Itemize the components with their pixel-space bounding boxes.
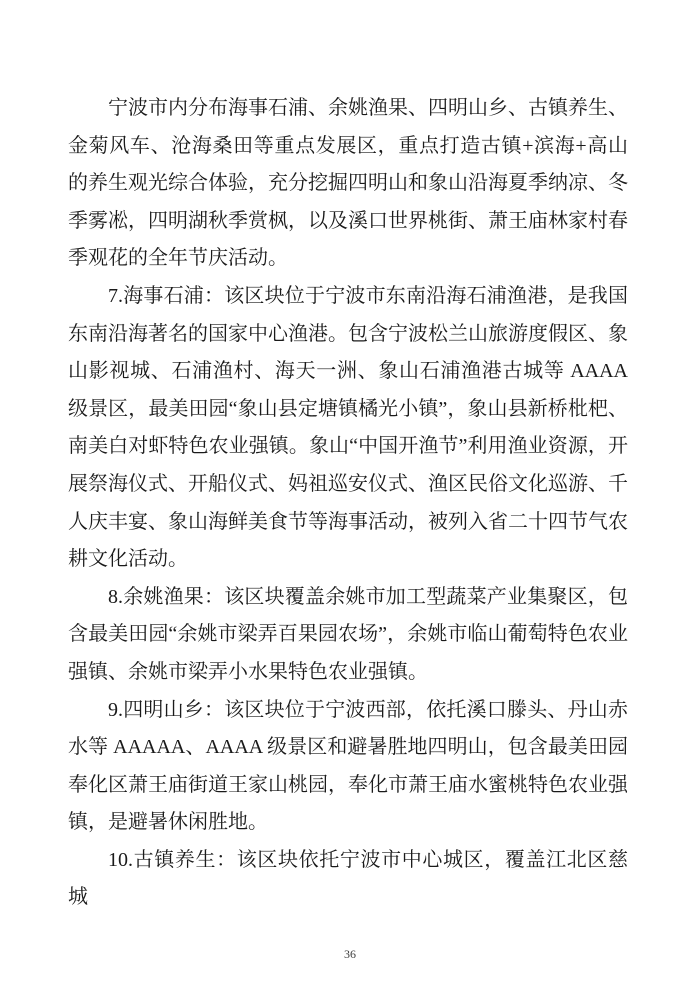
- section-7-paragraph: 7.海事石浦：该区块位于宁波市东南沿海石浦渔港，是我国东南沿海著名的国家中心渔港。包含宁波松兰山旅游度假区、象山影视城、石浦渔村、海天一洲、象山石浦渔港古城等 AAAA 级景区，最美田园“象山县定塘镇橘光小镇”，象山县新桥枇杷、南美白对虾特色农业强镇。象山“中国开渔节”利用渔业资源，开展祭海仪式、开船仪式、妈祖巡安仪式、渔区民俗文化巡游、千人庆丰宴、象山海鲜美食节等海事活动，被列入省二十四节气农耕文化活动。: [68, 284, 628, 571]
- section-9-paragraph: 9.四明山乡：该区块位于宁波西部，依托溪口滕头、丹山赤水等 AAAAA、AAAA 级景区和避暑胜地四明山，包含最美田园奉化区萧王庙街道王家山桃园，奉化市萧王庙水蜜桃特色农业强镇，是避暑休闲胜地。: [68, 698, 628, 834]
- section-10-paragraph: 10.古镇养生：该区块依托宁波市中心城区，覆盖江北区慈城: [68, 848, 628, 909]
- document-body: [68, 90, 628, 917]
- page-number: 36: [344, 947, 356, 961]
- page-footer: [0, 945, 700, 963]
- intro-paragraph: 宁波市内分布海事石浦、余姚渔果、四明山乡、古镇养生、金菊风车、沧海桑田等重点发展区，重点打造古镇+滨海+高山的养生观光综合体验，充分挖掘四明山和象山沿海夏季纳凉、冬季雾凇，四明湖秋季赏枫，以及溪口世界桃街、萧王庙林家村春季观花的全年节庆活动。: [68, 97, 628, 270]
- section-8-paragraph: 8.余姚渔果：该区块覆盖余姚市加工型蔬菜产业集聚区，包含最美田园“余姚市梁弄百果园农场”，余姚市临山葡萄特色农业强镇、余姚市梁弄小水果特色农业强镇。: [68, 585, 628, 683]
